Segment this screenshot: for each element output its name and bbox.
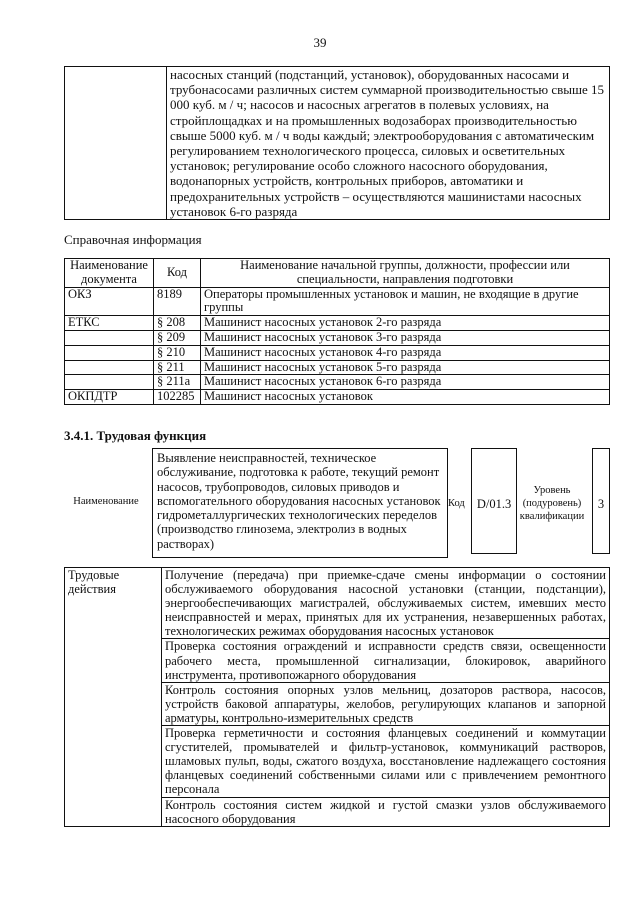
- doc-cell: [65, 330, 154, 345]
- code-cell: § 209: [154, 330, 201, 345]
- action-item: Получение (передача) при приемке-сдаче смены информации о состоянии обслуживаемого оборудования насосной установки (станции, подстанции), энергообеспечивающих магистралей, обслуживаемых систем, имевших место неисправностей и мерах, принятых для их устранения, незавершенных работах, технологических режимах оборудования насосных установок: [162, 568, 610, 639]
- continued-text: насосных станций (подстанций, установок), оборудованных насосами и трубонасосами различных систем суммарной производительностью свыше 15 000 куб. м / ч; насосов и насосных агрегатов в полевых условиях, на стройплощадках и на промышленных водозаборах производительностью свыше 5000 куб. м / ч воды каждый; электрооборудования с автоматическим регулированием технологического процесса, силовых и осветительных установок; регулирование особо сложного насосного оборудования, водонапорных устройств, контрольных приборов, автоматики и предохранительных устройств – осуществляются машинистами насосных установок 6-го разряда: [167, 67, 610, 220]
- table-header-row: [65, 259, 610, 288]
- name-cell: Машинист насосных установок 5-го разряда: [201, 360, 610, 375]
- table-row: [65, 316, 610, 331]
- code-cell: § 210: [154, 345, 201, 360]
- doc-cell: ЕТКС: [65, 316, 154, 331]
- reference-title: Справочная информация: [64, 232, 202, 247]
- code-cell: § 208: [154, 316, 201, 331]
- header-doc: Наименование документа: [65, 259, 154, 288]
- level-label: Уровень (подуровень) квалификации: [519, 485, 585, 522]
- name-cell: Машинист насосных установок 2-го разряда: [201, 316, 610, 331]
- name-cell: Машинист насосных установок 6-го разряда: [201, 375, 610, 390]
- name-cell: Операторы промышленных установок и машин, не входящие в другие группы: [201, 287, 610, 316]
- action-item: Контроль состояния систем жидкой и густой смазки узлов обслуживаемого насосного оборудования: [162, 797, 610, 826]
- action-item: Проверка герметичности и состояния фланцевых соединений и коммутации сгустителей, промывателей и фильтр-установок, коммуникаций растворов, шламовых пульп, воды, сжатого воздуха, восстановление надлежащего состояния фланцевых соединений собственными силами или с привлечением ремонтного персонала: [162, 726, 610, 797]
- table-row: [65, 287, 610, 316]
- code-cell: § 211а: [154, 375, 201, 390]
- table-row: [65, 568, 610, 639]
- table-row: [65, 345, 610, 360]
- actions-label: Трудовые действия: [65, 568, 162, 827]
- header-code: Код: [154, 259, 201, 288]
- reference-table: [64, 258, 610, 405]
- section-title: 3.4.1. Трудовая функция: [64, 428, 207, 443]
- doc-cell: ОКЗ: [65, 287, 154, 316]
- header-name: Наименование начальной группы, должности, профессии или специальности, направления подготовки: [201, 259, 610, 288]
- continued-table: [64, 66, 610, 220]
- doc-cell: [65, 345, 154, 360]
- table-row: [65, 67, 610, 220]
- table-row: [65, 375, 610, 390]
- table-row: [65, 360, 610, 375]
- code-cell: § 211: [154, 360, 201, 375]
- page-number: 39: [313, 35, 327, 50]
- code-cell: 102285: [154, 390, 201, 405]
- name-cell: Машинист насосных установок 4-го разряда: [201, 345, 610, 360]
- level-value: 3: [592, 448, 610, 554]
- action-item: Проверка состояния ограждений и исправности средств связи, освещенности рабочего места, промышленной сигнализации, блокировок, аварийного инструмента, противопожарного оборудования: [162, 639, 610, 682]
- function-header: [64, 448, 610, 556]
- code-label: Код: [448, 498, 465, 509]
- doc-cell: [65, 375, 154, 390]
- code-cell: 8189: [154, 287, 201, 316]
- actions-table: [64, 567, 610, 827]
- table-row: [65, 390, 610, 405]
- function-name: Выявление неисправностей, техническое обслуживание, подготовка к работе, текущий ремонт насосов, трубопроводов, силовых приводов и вспомогательного оборудования насосных установок гидрометаллургических технологических переделов (производство глинозема, электролиз в водных растворах): [152, 448, 448, 558]
- empty-cell: [65, 67, 167, 220]
- doc-cell: [65, 360, 154, 375]
- action-item: Контроль состояния опорных узлов мельниц, дозаторов раствора, насосов, устройств баковой аппаратуры, желобов, регулирующих клапанов и запорной арматуры, контрольно-измерительных средств: [162, 682, 610, 725]
- doc-cell: ОКПДТР: [65, 390, 154, 405]
- name-cell: Машинист насосных установок: [201, 390, 610, 405]
- table-row: [65, 330, 610, 345]
- name-label: Наименование: [73, 496, 139, 507]
- function-code: D/01.3: [471, 448, 517, 554]
- name-cell: Машинист насосных установок 3-го разряда: [201, 330, 610, 345]
